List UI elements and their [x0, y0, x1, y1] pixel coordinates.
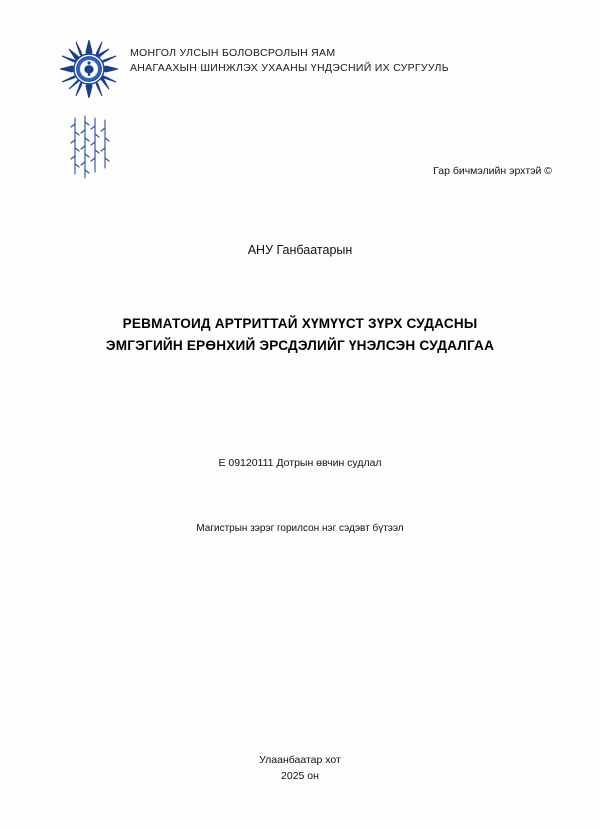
author-name: АНУ Ганбаатарын [247, 243, 353, 257]
footer-city: Улаанбаатар хот [259, 754, 341, 766]
emblem-column [0, 40, 130, 190]
title-line-1: РЕВМАТОИД АРТРИТТАЙ ХҮМҮҮСТ ЗҮРХ СУДАСНЫ [122, 316, 478, 331]
footer-year: 2025 он [281, 770, 319, 782]
degree-note: Магистрын зэрэг горилсон нэг сэдэвт бүтээл [196, 523, 404, 534]
institution-names [130, 40, 600, 76]
mnums-university-emblem-icon [60, 40, 118, 98]
mongolian-vertical-script [63, 112, 115, 190]
page-title [70, 313, 530, 357]
document-footer [0, 752, 600, 784]
title-line-2: ЭМГЭГИЙН ЕРӨНХИЙ ЭРСДЭЛИЙГ ҮНЭЛСЭН СУДАЛГАА [105, 338, 495, 353]
university-line: АНАГААХЫН ШИНЖЛЭХ УХААНЫ ҮНДЭСНИЙ ИХ СУРГУУЛЬ [130, 62, 449, 74]
subject-code: E 09120111 Дотрын өвчин судлал [218, 457, 382, 469]
copyright-note: Гар бичмэлийн эрхтэй © [433, 165, 552, 177]
ministry-line: МОНГОЛ УЛСЫН БОЛОВСРОЛЫН ЯАМ [130, 47, 336, 59]
